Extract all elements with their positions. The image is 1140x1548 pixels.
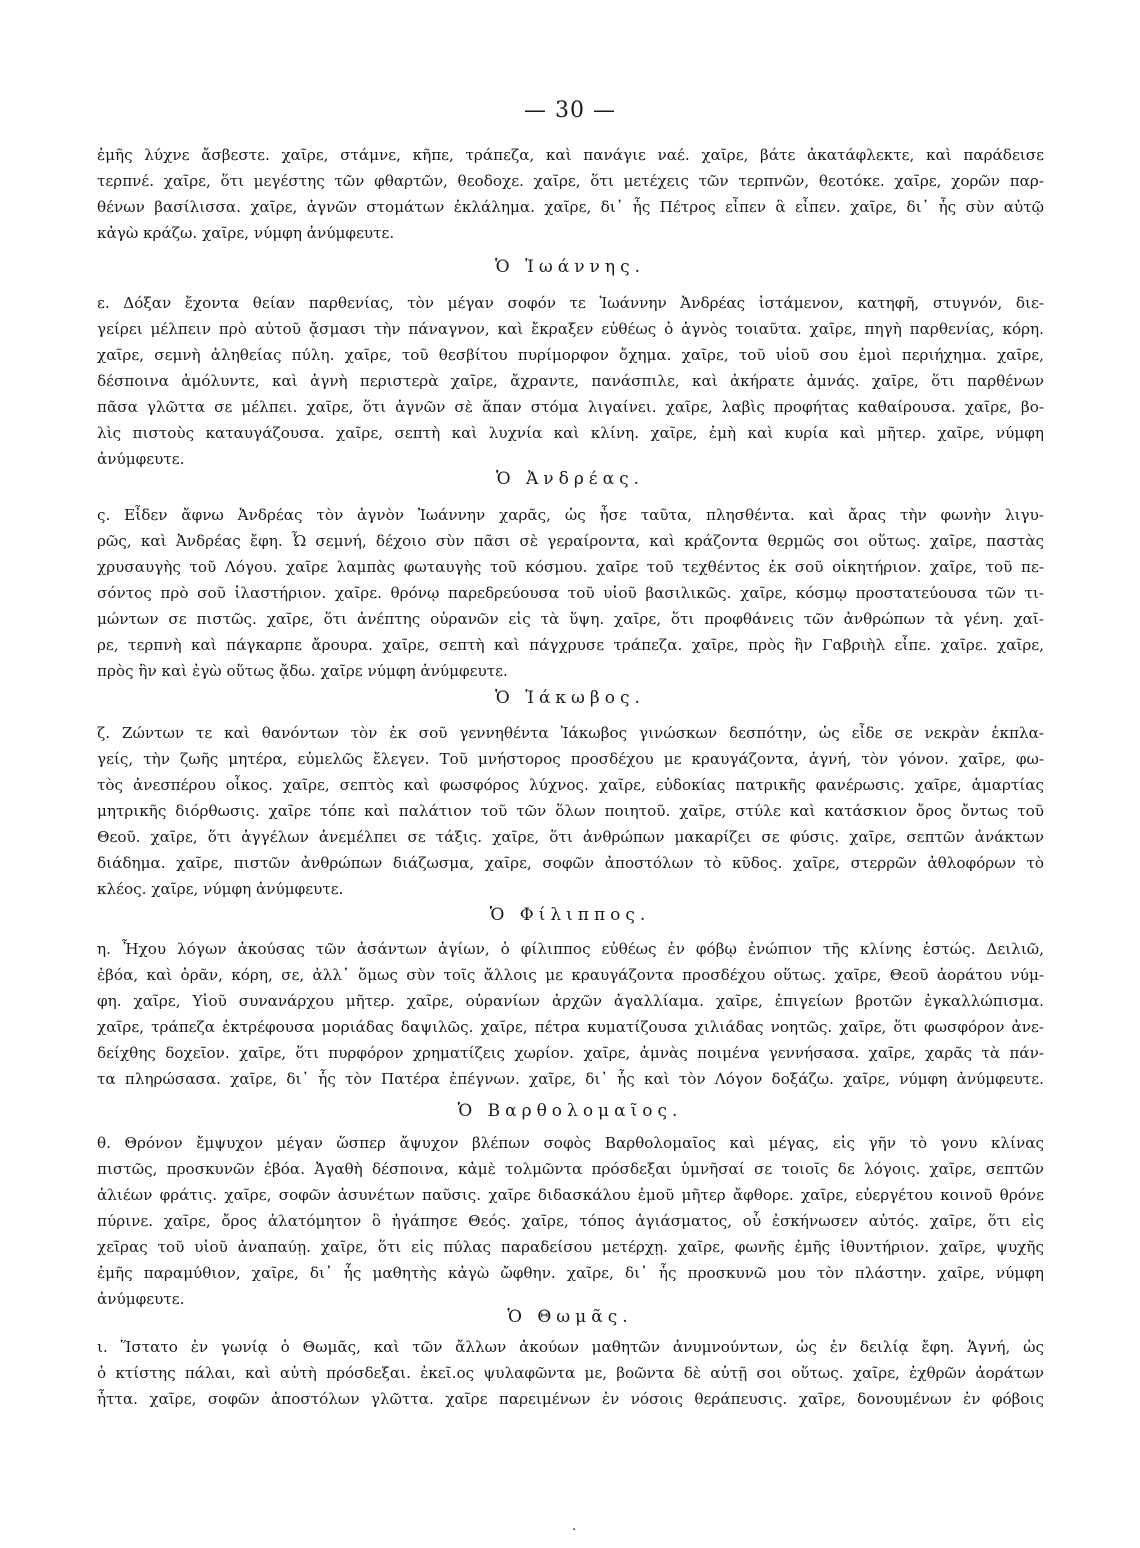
text-line: Θεοῦ. χαῖρε, ὅτι ἀγγέλων ἀνεμέλπει σε τάξις. χαῖρε, ὅτι ἀνθρώπων μακαρίζει σε φύσις. χαῖρε, σεπτῶν ἀνάκτων <box>97 828 1044 846</box>
page-number: — 30 — <box>524 98 616 123</box>
text-line: ρε, τερπνὴ καὶ πάγκαρπε ἄρουρα. χαῖρε, σεπτὴ καὶ πάγχρυσε τράπεζα. χαῖρε, πρὸς ἣν Γαβριὴλ εἶπε. χαῖρε. χαῖρε, <box>97 636 1044 654</box>
text-line: φη. χαῖρε, Υἱοῦ συνανάρχου μῆτερ. χαῖρε, οὐρανίων ἀρχῶν ἀγαλλίαμα. χαῖρε, ἐπιγείων βροτῶν ἐγκαλλώπισμα. <box>97 992 1044 1010</box>
text-line: θένων βασίλισσα. χαῖρε, ἁγνῶν στομάτων ἐκλάλημα. χαῖρε, δι᾽ ἧς Πέτρος εἶπεν ἃ εἶπεν. χαῖρε, δι᾽ ἧς σὺν αὐτῷ <box>97 198 1044 216</box>
text-line: μητρικῆς διόρθωσις. χαῖρε τόπε καὶ παλάτιον τοῦ τῶν ὅλων ποιητοῦ. χαῖρε, στύλε καὶ κατάσκιον ὄρος ὄντως τοῦ <box>97 802 1044 820</box>
text-line: κλέος. χαῖρε, νύμφη ἀνύμφευτε. <box>97 880 344 898</box>
section-heading: Ὁ Βαρθολομαῖος. <box>457 1101 683 1121</box>
text-line: πύρινε. χαῖρε, ὄρος ἀλατόμητον ὃ ἠγάπησε Θεός. χαῖρε, τόπος ἁγιάσματος, οὗ ἐσκήνωσεν αὐτός. χαῖρε, ὅτι εἰς <box>97 1212 1044 1230</box>
ink-mark: · <box>572 1522 577 1538</box>
text-line: ε. Δόξαν ἔχοντα θείαν παρθενίας, τὸν μέγαν σοφόν τε Ἰωάννην Ἀνδρέας ἱστάμενον, κατηφῆ, στυγνόν, διε- <box>97 294 1044 312</box>
text-line: πρὸς ἣν καὶ ἐγὼ οὕτως ᾄδω. χαῖρε νύμφη ἀνύμφευτε. <box>97 662 508 680</box>
text-line: ι. Ἵστατο ἐν γωνίᾳ ὁ Θωμᾶς, καὶ τῶν ἄλλων ἀκούων μαθητῶν ἀνυμνούντων, ὡς ἐν δειλίᾳ ἔφη. Ἁγνή, ὡς <box>97 1338 1044 1356</box>
text-line: λὶς πιστοὺς καταυγάζουσα. χαῖρε, σεπτὴ καὶ λυχνία καὶ κλίνη. χαῖρε, ἐμὴ καὶ κυρία καὶ μῆτερ. χαῖρε, νύμφη <box>97 424 1044 442</box>
text-line: ἀνύμφευτε. <box>97 450 185 468</box>
text-line: τερπνέ. χαῖρε, ὅτι μεγέστης τῶν φθαρτῶν, θεοδοχε. χαῖρε, ὅτι μετέχεις τῶν τερπνῶν, θεοτόκε. χαῖρε, χορῶν παρ- <box>97 172 1044 190</box>
section-heading: Ὁ Ἀνδρέας. <box>495 469 645 489</box>
text-line: ρῶς, καὶ Ἀνδρέας ἔφη. Ὦ σεμνή, δέχοιο σὺν πᾶσι σὲ γεραίροντα, καὶ κράζοντα θερμῶς σοι οὕτως. χαῖρε, παστὰς <box>97 532 1044 550</box>
text-line: ἁλιέων φράτις. χαῖρε, σοφῶν ἀσυνέτων παῦσις. χαῖρε διδασκάλου ἐμοῦ μῆτερ ἄφθορε. χαῖρε, εὐεργέτου κοινοῦ θρόνε <box>97 1186 1044 1204</box>
text-line: δείχθης δοχεῖον. χαῖρε, ὅτι πυρφόρον χρηματίζεις χωρίον. χαῖρε, ἀμνὰς ποιμένα γεννήσασα. χαῖρε, χαρᾶς τὰ πάν- <box>97 1044 1044 1062</box>
section-heading: Ὁ Φίλιππος. <box>489 905 651 925</box>
text-line: μώντων σε πιστῶς. χαῖρε, ὅτι ἀνέπτης οὐρανῶν εἰς τὰ ὕψη. χαῖρε, ὅτι προφθάνεις τῶν ἀνθρώπων τὰ γένη. χαῖ- <box>97 610 1044 628</box>
text-line: ζ. Ζώντων τε καὶ θανόντων τὸν ἐκ σοῦ γεννηθέντα Ἰάκωβος γινώσκων δεσπότην, ὡς εἶδε σε νεκρὰν ἐκπλα- <box>97 724 1044 742</box>
text-line: κἀγὼ κράζω. χαῖρε, νύμφη ἀνύμφευτε. <box>97 224 395 242</box>
text-line: δέσποινα ἀμόλυντε, καὶ ἁγνὴ περιστερὰ χαῖρε, ἄχραντε, πανάσπιλε, καὶ ἀκήρατε ἀμνάς. χαῖρε, ὅτι παρθένων <box>97 372 1044 390</box>
text-line: γείς, τὴν ζωῆς μητέρα, εὐμελῶς ἔλεγεν. Τοῦ μνήστορος προσδέχου με κραυγάζοντα, ἁγνή, τὸν γόνον. χαῖρε, φω- <box>97 750 1044 768</box>
text-line: χαῖρε, σεμνὴ ἀληθείας πύλη. χαῖρε, τοῦ θεσβίτου πυρίμορφον ὄχημα. χαῖρε, τοῦ υἱοῦ σου ἐμοὶ περιήχημα. χαῖρε, <box>97 346 1044 364</box>
text-line: ἐμῆς παραμύθιον, χαῖρε, δι᾽ ἧς μαθητὴς κἀγὼ ὤφθην. χαῖρε, δι᾽ ἧς προσκυνῶ μου τὸν πλάστην. χαῖρε, νύμφη <box>97 1264 1044 1282</box>
text-line: χεῖρας τοῦ υἱοῦ ἀναπαύῃ. χαῖρε, ὅτι εἰς πύλας παραδείσου μετέρχῃ. χαῖρε, φωνῆς ἐμῆς ἰθυντήριον. χαῖρε, ψυχῆς <box>97 1238 1044 1256</box>
text-line: ἐβόα, καὶ ὁρᾶν, κόρη, σε, ἀλλ᾽ ὅμως σὺν τοῖς ἄλλοις με κραυγάζοντα προσδέχου οὕτως. χαῖρε, Θεοῦ ἀοράτου νύμ- <box>97 966 1044 984</box>
text-line: τα πληρώσασα. χαῖρε, δι᾽ ἧς τὸν Πατέρα ἐπέγνων. χαῖρε, δι᾽ ἧς καὶ τὸν Λόγον δοξάζω. χαῖρε, νύμφη ἀνύμφευτε. <box>97 1070 1044 1088</box>
text-line: η. Ἦχου λόγων ἀκούσας τῶν ἀσάντων ἁγίων, ὁ φίλιππος εὐθέως ἐν φόβῳ ἐνώπιον τῆς κλίνης ἑστώς. Δειλιῶ, <box>97 940 1044 958</box>
text-line: ἧττα. χαῖρε, σοφῶν ἀποστόλων γλῶττα. χαῖρε παρειμένων ἐν νόσοις θεράπευσις. χαῖρε, δονουμένων ἐν φόβοις <box>97 1390 1044 1408</box>
text-line: πᾶσα γλῶττα σε μέλπει. χαῖρε, ὅτι ἁγνῶν σὲ ἅπαν στόμα λιγαίνει. χαῖρε, λαβὶς προφήτας καθαίρουσα. χαῖρε, βο- <box>97 398 1044 416</box>
text-line: πιστῶς, προσκυνῶν ἐβόα. Ἀγαθὴ δέσποινα, κἀμὲ τολμῶντα πρόσδεξαι ὑμνῆσαί σε τοιοῖς δε λόγοις. χαῖρε, σεπτῶν <box>97 1160 1044 1178</box>
text-line: σόντος πρὸ σοῦ ἱλαστήριον. χαῖρε. θρόνῳ παρεδρεύουσα τοῦ υἱοῦ βασιλικῶς. χαῖρε, κόσμῳ προστατεύουσα τῶν τι- <box>97 584 1044 602</box>
text-line: ἀνύμφευτε. <box>97 1290 185 1308</box>
text-line: χρυσαυγὴς τοῦ Λόγου. χαῖρε λαμπὰς φωταυγὴς τοῦ κόσμου. χαῖρε τοῦ τεχθέντος ἐκ σοῦ οἰκητήριον. χαῖρε, τοῦ πε- <box>97 558 1044 576</box>
text-line: ς. Εἶδεν ἄφνω Ἀνδρέας τὸν ἁγνὸν Ἰωάννην χαρᾶς, ὡς ἦσε ταῦτα, πλησθέντα. καὶ ἄρας τὴν φωνὴν λιγυ- <box>97 506 1044 524</box>
section-heading: Ὁ Θωμᾶς. <box>507 1307 633 1327</box>
section-heading: Ὁ Ἰωάννης. <box>495 257 645 277</box>
text-line: χαῖρε, τράπεζα ἐκτρέφουσα μοριάδας δαψιλῶς. χαῖρε, πέτρα κυματίζουσα χιλιάδας νοητῶς. χαῖρε, ὅτι φωσφόρον ἀνε- <box>97 1018 1044 1036</box>
text-line: γείρει μέλπειν πρὸ αὐτοῦ ᾄσμασι τὴν πάναγνον, καὶ ἔκραξεν εὐθέως ὁ ἁγνὸς τοιαῦτα. χαῖρε, πηγὴ παρθενίας, κόρη. <box>97 320 1044 338</box>
text-line: διάδημα. χαῖρε, πιστῶν ἀνθρώπων διάζωσμα, χαῖρε, σοφῶν ἀποστόλων τὸ κῦδος. χαῖρε, στερρῶν ἀθλοφόρων τὸ <box>97 854 1044 872</box>
section-heading: Ὁ Ἰάκωβος. <box>495 688 645 708</box>
text-line: τὸς ἀνεσπέρου οἶκος. χαῖρε, σεπτὸς καὶ φωσφόρος λύχνος. χαῖρε, εὐδοκίας πατρικῆς φανέρωσις. χαῖρε, ἁμαρτίας <box>97 776 1044 794</box>
text-line: θ. Θρόνον ἔμψυχον μέγαν ὥσπερ ἄψυχον βλέπων σοφὸς Βαρθολομαῖος καὶ μέγας, εἰς γῆν τὸ γονυ κλίνας <box>97 1134 1044 1152</box>
text-line: ὁ κτίστης πάλαι, καὶ αὐτὴ πρόσδεξαι. ἐκεῖ.ος ψυλαφῶντα με, βοῶντα δὲ αὐτῇ σοι οὕτως. χαῖρε, ἐχθρῶν ἀοράτων <box>97 1364 1044 1382</box>
text-line: ἐμῆς λύχνε ἄσβεστε. χαῖρε, στάμνε, κῆπε, τράπεζα, καὶ πανάγιε ναέ. χαῖρε, βάτε ἀκατάφλεκτε, καὶ παράδεισε <box>97 146 1044 164</box>
